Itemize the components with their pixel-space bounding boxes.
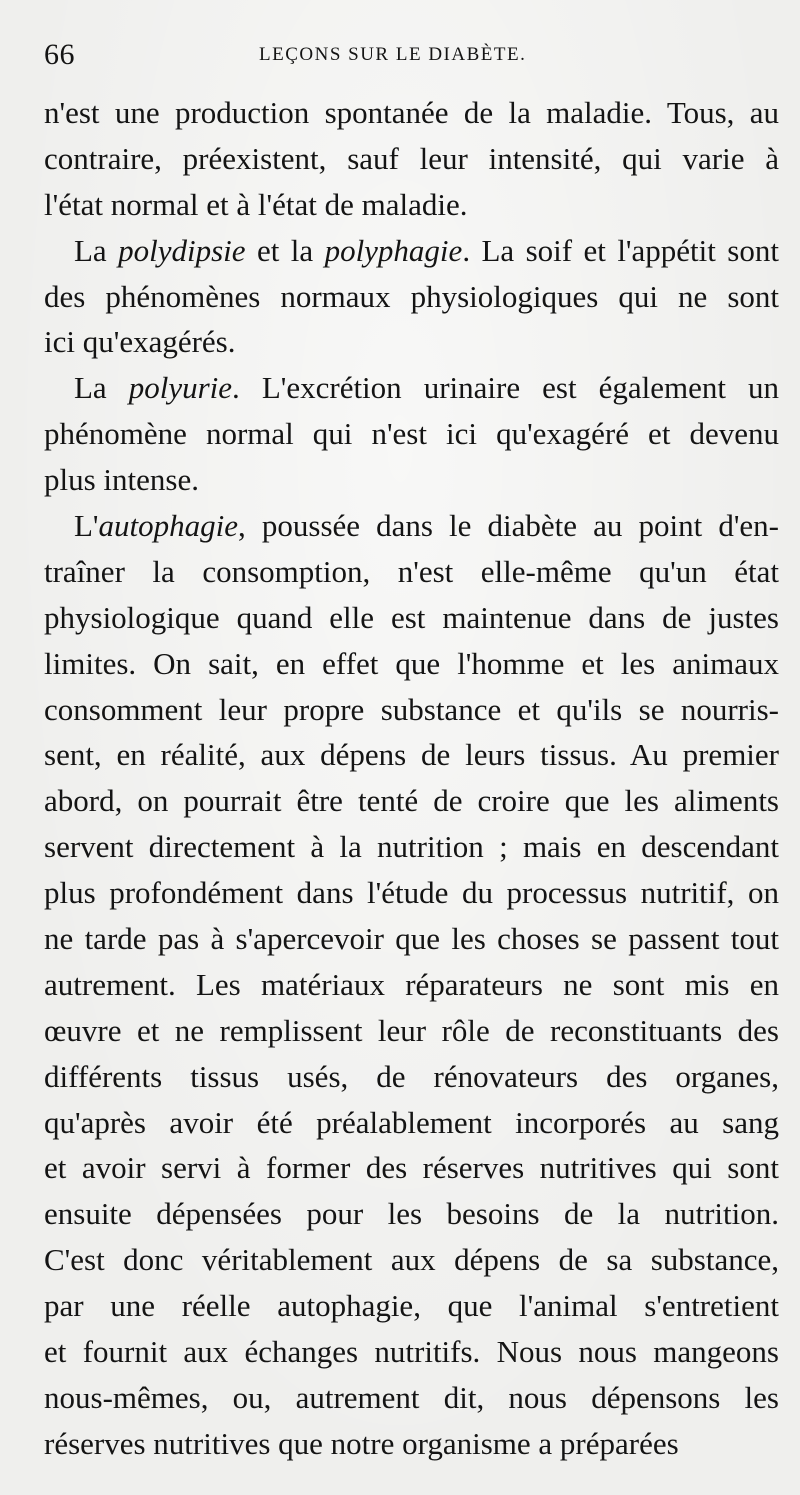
text-line: consomment leur propre substance et qu'ils se nourris- bbox=[44, 691, 779, 727]
text-line: n'est une production spontanée de la maladie. Tous, au bbox=[44, 95, 779, 130]
text-line: contraire, préexistent, sauf leur intensité, qui varie à bbox=[44, 140, 779, 176]
text-line bbox=[44, 228, 779, 274]
text-line: traîner la consomption, n'est elle-même qu'un état bbox=[44, 553, 779, 589]
text-line: nous-mêmes, ou, autrement dit, nous dépensons les bbox=[44, 1379, 779, 1415]
italic-term: autophagie bbox=[98, 508, 239, 544]
text-run: . L'excrétion urinaire est également un bbox=[232, 370, 779, 406]
text-line: plus intense. bbox=[44, 462, 199, 498]
text-run: L' bbox=[74, 508, 99, 544]
text-line: abord, on pourrait être tenté de croire que les aliments bbox=[44, 783, 779, 819]
text-run: , poussée dans le diabète au point d'en- bbox=[238, 508, 779, 544]
text-line: ici qu'exagérés. bbox=[44, 324, 236, 360]
italic-term: polyurie bbox=[128, 370, 233, 406]
text-line: et avoir servi à former des réserves nutritives qui sont bbox=[44, 1150, 779, 1186]
text-line: servent directement à la nutrition ; mais en descendant bbox=[44, 829, 779, 865]
paragraph bbox=[44, 228, 779, 366]
text-line: limites. On sait, en effet que l'homme et les animaux bbox=[44, 645, 779, 681]
text-line: différents tissus usés, de rénovateurs des organes, bbox=[44, 1058, 779, 1094]
text-line: sent, en réalité, aux dépens de leurs tissus. Au premier bbox=[44, 737, 779, 773]
italic-term: polyphagie bbox=[324, 232, 463, 268]
text-line: phénomène normal qui n'est ici qu'exagéré et devenu bbox=[44, 416, 779, 452]
text-line: plus profondément dans l'étude du processus nutritif, on bbox=[44, 875, 779, 911]
paragraph bbox=[44, 503, 779, 1467]
text-line: C'est donc véritablement aux dépens de sa substance, bbox=[44, 1242, 779, 1278]
page-number: 66 bbox=[44, 38, 75, 71]
paragraph bbox=[44, 90, 779, 228]
text-run: . La soif et l'appétit sont bbox=[462, 232, 779, 268]
text-run: La bbox=[74, 232, 119, 268]
text-line: œuvre et ne remplissent leur rôle de reconstituants des bbox=[44, 1012, 779, 1048]
body-text bbox=[44, 90, 779, 1467]
paragraph bbox=[44, 365, 779, 503]
text-line: qu'après avoir été préalablement incorporés au sang bbox=[44, 1104, 779, 1140]
text-line bbox=[44, 503, 779, 549]
text-run: et la bbox=[245, 232, 325, 268]
text-line: et fournit aux échanges nutritifs. Nous nous mangeons bbox=[44, 1334, 779, 1370]
text-line: ne tarde pas à s'apercevoir que les choses se passent tout bbox=[44, 921, 779, 957]
running-title: LEÇONS SUR LE DIABÈTE. bbox=[259, 44, 527, 65]
text-line: l'état normal et à l'état de maladie. bbox=[44, 186, 468, 222]
text-line: réserves nutritives que notre organisme a préparées bbox=[44, 1425, 679, 1461]
italic-term: polydipsie bbox=[118, 232, 246, 268]
text-line: physiologique quand elle est maintenue dans de justes bbox=[44, 599, 779, 635]
text-line: autrement. Les matériaux réparateurs ne sont mis en bbox=[44, 966, 779, 1002]
text-run: La bbox=[74, 370, 129, 406]
text-line: ensuite dépensées pour les besoins de la nutrition. bbox=[44, 1196, 779, 1232]
page-header bbox=[44, 36, 774, 76]
text-line bbox=[44, 365, 779, 411]
text-line: des phénomènes normaux physiologiques qui ne sont bbox=[44, 278, 779, 314]
text-line: par une réelle autophagie, que l'animal s'entretient bbox=[44, 1288, 779, 1324]
